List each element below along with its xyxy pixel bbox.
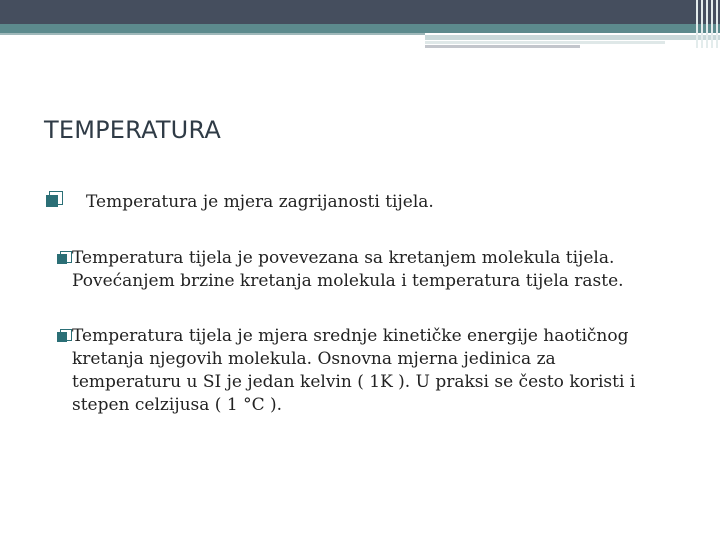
- slide-title: TEMPERATURA: [44, 116, 221, 144]
- header-accent-line: [425, 45, 580, 48]
- square-bullet-icon: [57, 329, 71, 342]
- bullet-item: [46, 325, 656, 417]
- square-bullet-icon: [46, 191, 63, 208]
- header-accent-line: [425, 35, 720, 40]
- header-accent-line: [425, 41, 665, 44]
- header-bar-dark: [0, 0, 720, 24]
- bullet-item: [46, 247, 656, 293]
- header-stripes: [694, 0, 720, 48]
- header-accent-line: [0, 33, 425, 35]
- header-bar-teal: [0, 24, 720, 33]
- bullet-text: Temperatura je mjera zagrijanosti tijela.: [86, 192, 434, 212]
- bullet-text: Temperatura tijela je povevezana sa kretanjem molekula tijela. Povećanjem brzine kretanja molekula i temperatura tijela raste.: [72, 248, 624, 291]
- square-bullet-icon: [57, 251, 71, 264]
- bullet-item: [46, 191, 656, 214]
- bullet-text: Temperatura tijela je mjera srednje kinetičke energije haotičnog kretanja njegovih molekula. Osnovna mjerna jedinica za temperaturu u SI je jedan kelvin ( 1K ). U praksi se često koristi i stepen celzijusa ( 1 °C ).: [72, 326, 636, 415]
